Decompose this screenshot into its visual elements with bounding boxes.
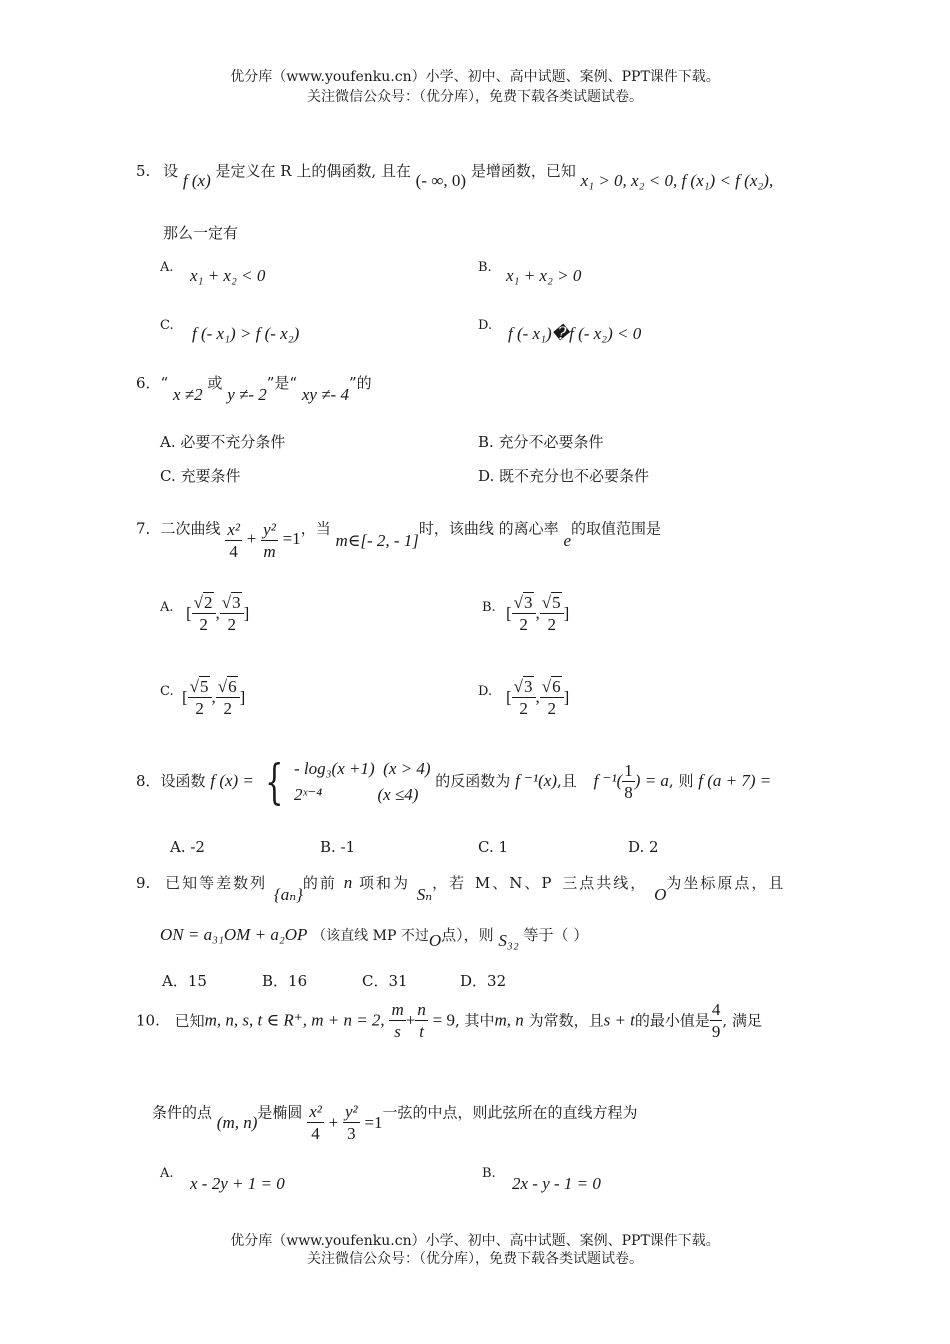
option-c: C. 充要条件 <box>160 467 241 485</box>
fraction: $\frac{\text{y²}}{3}$ <box>345 1102 358 1143</box>
math-expression: x₁ > 0, x₂ < 0, f (x₁) < f (x₂), <box>580 171 774 190</box>
question-8-stem: 8．设函数 f (x) = { - log₃(x +1) (x > 4) 2ˣ⁻⁴ (x ≤4) 的反函数为 f ⁻¹(x),且 f ⁻¹( $\frac{1}{8}$ ) = a, 则 f (a + 7) = <box>136 754 772 810</box>
header-line-2: 关注微信公众号：（优分库），免费下载各类试题试卷。 <box>307 89 643 105</box>
question-5-stem: 5. 设 f (x) 是定义在 R 上的偶函数, 且在 (- ∞, 0) 是增函数，已知 x₁ > 0, x₂ < 0, f (x₁) < f (x₂), <box>136 162 774 190</box>
option-a-label: A. <box>160 260 174 275</box>
math-expression: Sₙ <box>416 885 433 904</box>
option-d-label: D. <box>478 318 493 333</box>
question-6-stem: 6．“ x ≠2 或 y ≠- 2”是“ xy ≠- 4”的 <box>136 374 372 404</box>
option-d: D. 2 <box>628 838 659 856</box>
option-b-label: B. <box>478 260 492 275</box>
option-b: B. 充分不必要条件 <box>478 433 604 451</box>
math-expression: O <box>654 885 667 904</box>
math-expression: xy ≠- 4 <box>301 385 349 404</box>
option-a: A. 必要不充分条件 <box>160 433 286 451</box>
header-line-1: 优分库（www.youfenku.cn）小学、初中、高中试题、案例、PPT课件下载。 <box>230 69 720 85</box>
fraction: $\frac{\text{x²}}{4}$ <box>227 520 240 561</box>
option-a-label: A. <box>160 1166 174 1181</box>
math-expression: s + t <box>603 1010 635 1030</box>
option-d: f (- x₁)�f (- x₂) < 0 <box>508 324 642 343</box>
fraction: $\frac{\text{x²}}{4}$ <box>309 1102 322 1143</box>
option-c: f (- x₁) > f (- x₂) <box>192 324 300 343</box>
option-d: D．32 <box>460 972 507 990</box>
question-5-stem-cont: 那么一定有 <box>163 224 239 242</box>
option-c: C．31 <box>362 972 408 990</box>
question-10-stem: 10. 已知m, n, s, t ∈ R⁺, m + n = 2, $\frac{m}{s}$ + $\frac{n}{t}$ = 9, 其中m, n 为常数，且s + t的最小值是 $\frac{4}{9}$ , 满足 <box>136 1000 762 1041</box>
option-c: C. 1 <box>478 838 509 856</box>
math-expression: f (a + 7) = <box>698 771 772 790</box>
math-expression: e <box>563 530 572 550</box>
math-expression: y ≠- 2 <box>227 385 267 404</box>
option-d-label: D. <box>478 684 493 699</box>
option-b-label: B. <box>482 600 496 615</box>
math-expression: m∈[- 2, - 1] <box>335 530 419 550</box>
option-a: x₁ + x₂ < 0 <box>190 266 266 285</box>
piecewise-cases: - log₃(x +1) (x > 4) 2ˣ⁻⁴ (x ≤4) <box>294 759 431 804</box>
option-d: D. 既不充分也不必要条件 <box>478 467 650 485</box>
fraction: $\frac{m}{s}$ <box>391 1000 404 1041</box>
question-9-stem: 9. 已知等差数列 {aₙ}的前 n 项和为 Sₙ，若 M、N、P 三点共线， O为坐标原点，且 <box>136 873 786 904</box>
math-expression: f ⁻¹(x) <box>515 771 557 790</box>
option-b-label: B. <box>482 1166 496 1181</box>
option-b: B．16 <box>262 972 308 990</box>
math-expression: x ≠2 <box>173 385 203 404</box>
question-number: 9. <box>136 874 151 892</box>
math-expression: S₃₂ <box>498 931 519 950</box>
question-9-stem-cont: ON = a₃₁OM + a₂OP （该直线 MP 不过O点），则 S₃₂ 等于（ ） <box>160 925 589 950</box>
fraction: $\frac{4}{9}$ <box>711 1000 721 1041</box>
question-number: 8． <box>136 772 161 790</box>
footer-line-2: 关注微信公众号：（优分库），免费下载各类试题试卷。 <box>307 1251 643 1267</box>
math-expression: f (x) = <box>210 771 254 790</box>
math-expression: m, n <box>494 1010 524 1030</box>
option-a: A．15 <box>162 972 207 990</box>
option-b: x₁ + x₂ > 0 <box>506 266 582 285</box>
fraction: $\frac{n}{t}$ <box>417 1000 426 1041</box>
option-c-label: C. <box>160 318 174 333</box>
math-expression: f ⁻¹( $\frac{1}{8}$ ) = a <box>593 760 669 802</box>
option-a: [ $\frac{√2}{2}$ , $\frac{√3}{2}$ ] <box>186 593 250 634</box>
math-expression: {aₙ} <box>273 885 303 904</box>
math-expression: (- ∞, 0) <box>415 171 467 190</box>
footer-line-1: 优分库（www.youfenku.cn）小学、初中、高中试题、案例、PPT课件下载。 <box>230 1233 720 1249</box>
option-a-label: A. <box>160 600 174 615</box>
option-a: A. -2 <box>170 838 205 856</box>
question-number: 5. <box>136 162 151 180</box>
math-expression: m, n, s, t ∈ R⁺, m + n = 2, <box>204 1010 385 1030</box>
option-c-label: C. <box>160 684 174 699</box>
question-number: 7． <box>136 519 161 538</box>
question-10-stem-cont: 条件的点 (m, n)是椭圆 $\frac{\text{x²}}{4}$ + $\frac{\text{y²}}{3}$ =1一弦的中点，则此弦所在的直线方程为 <box>152 1102 638 1143</box>
question-7-stem: 7．二次曲线 $\frac{\text{x²}}{4}$ + $\frac{\text{y²}}{m}$ =1，当 m∈[- 2, - 1]时，该曲线 的离心率 e的取值范围是 <box>136 519 662 561</box>
option-b: B. -1 <box>320 838 356 856</box>
option-b: [ $\frac{√3}{2}$ , $\frac{√5}{2}$ ] <box>506 593 570 634</box>
fraction: $\frac{\text{y²}}{m}$ <box>263 520 276 561</box>
math-expression: f (x) <box>182 171 211 190</box>
question-number: 10. <box>136 1011 160 1030</box>
option-a: x - 2y + 1 = 0 <box>190 1174 285 1193</box>
math-expression: ON = a₃₁OM + a₂OP <box>160 925 308 944</box>
option-c: [ $\frac{√5}{2}$ , $\frac{√6}{2}$ ] <box>182 677 246 718</box>
math-expression: (m, n) <box>216 1112 258 1132</box>
option-d: [ $\frac{√3}{2}$ , $\frac{√6}{2}$ ] <box>506 677 570 718</box>
option-b: 2x - y - 1 = 0 <box>512 1174 601 1193</box>
question-number: 6． <box>136 374 161 392</box>
